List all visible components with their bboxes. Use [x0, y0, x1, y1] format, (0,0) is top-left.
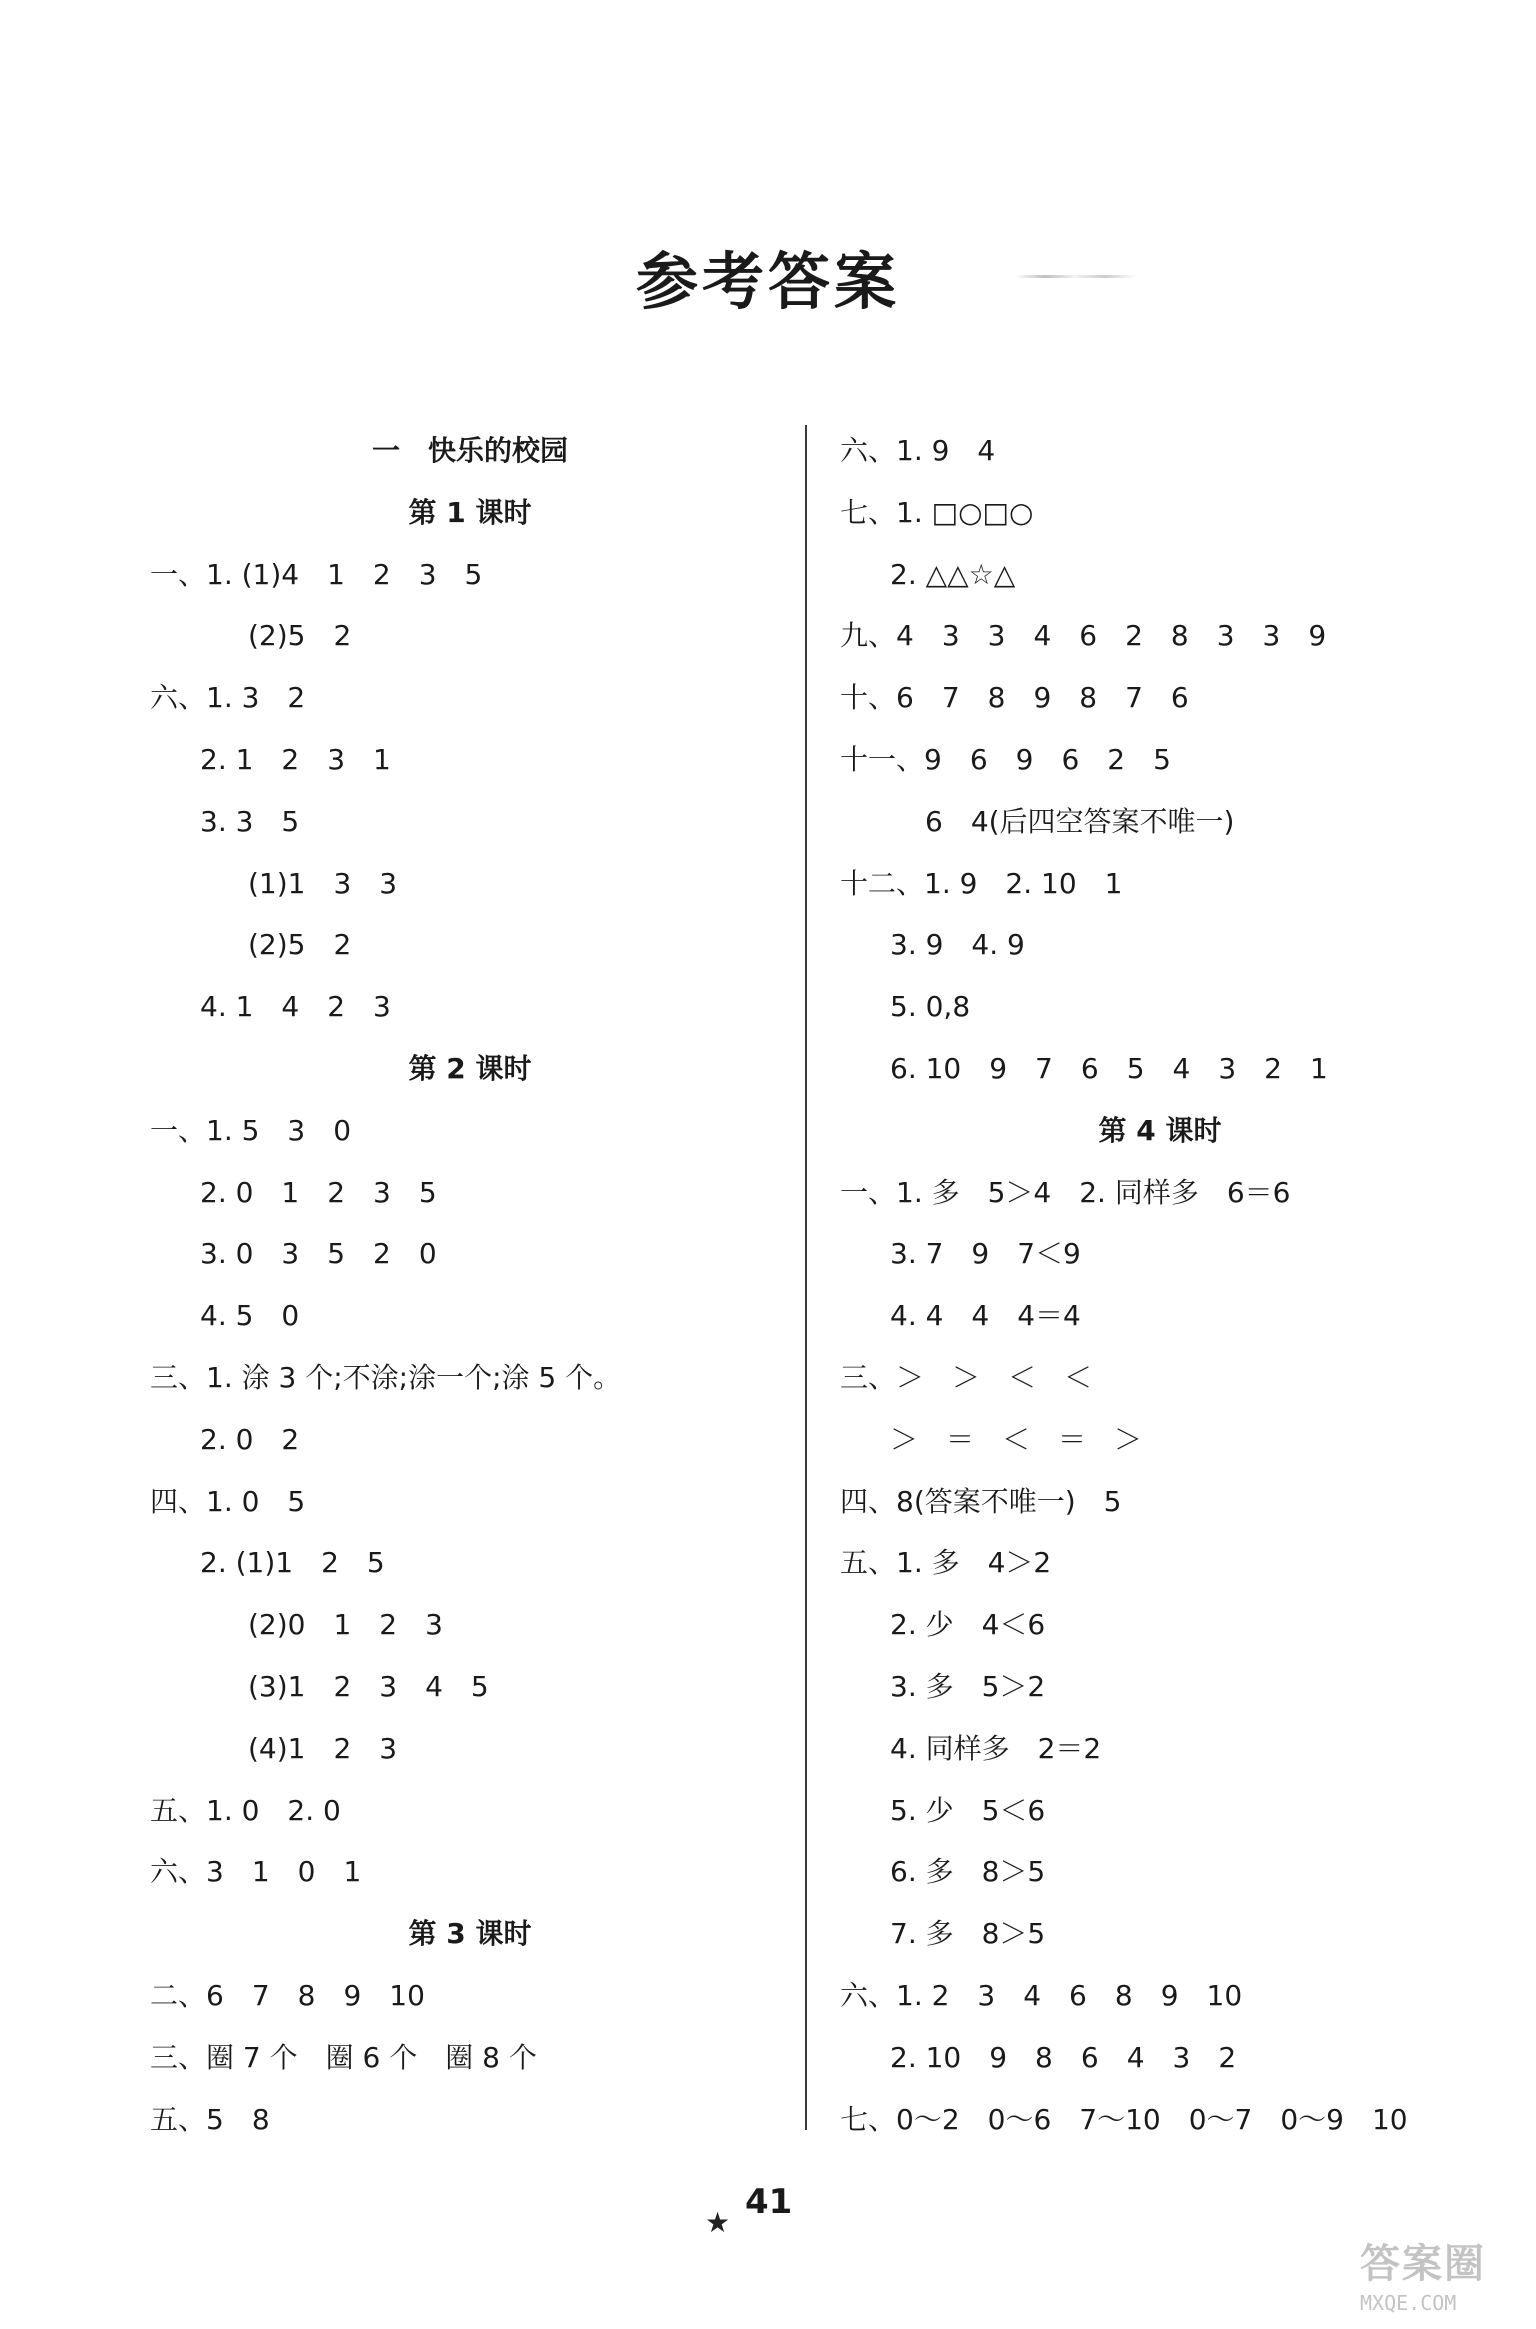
answer-line: 七、0～2 0～6 7～10 0～7 0～9 10 — [840, 2102, 1408, 2136]
answer-line: 五、5 8 — [150, 2102, 270, 2136]
page-title: 参考答案 — [635, 245, 900, 318]
answer-line: 2. 0 2 — [200, 1422, 300, 1456]
section-heading: 一 快乐的校园 — [371, 434, 568, 467]
answer-line: 6 4(后四空答案不唯一) — [925, 804, 1235, 838]
watermark-url: MXQE.COM — [1360, 2291, 1457, 2315]
answer-line: (2)0 1 2 3 — [248, 1608, 443, 1642]
answer-line: 7. 多 8＞5 — [890, 1917, 1046, 1951]
answer-line: 5. 少 5＜6 — [890, 1793, 1046, 1827]
answer-line: (4)1 2 3 — [248, 1731, 398, 1765]
answer-line: 六、1. 2 3 4 6 8 9 10 — [840, 1978, 1243, 2012]
answer-line: 十一、9 6 9 6 2 5 — [840, 742, 1171, 776]
answer-line: 2. (1)1 2 5 — [200, 1546, 385, 1580]
answer-line: 三、＞ ＞ ＜ ＜ — [840, 1360, 1093, 1394]
answer-line: 3. 多 5＞2 — [890, 1669, 1046, 1703]
answer-line: 2. 1 2 3 1 — [200, 742, 391, 776]
answer-line: 七、1. □○□○ — [840, 495, 1034, 529]
answer-line: 5. 0,8 — [890, 990, 971, 1024]
answer-line: (3)1 2 3 4 5 — [248, 1669, 489, 1703]
answer-line: 4. 1 4 2 3 — [200, 990, 391, 1024]
star-icon: ★ — [705, 2206, 731, 2239]
answer-line: 一、1. (1)4 1 2 3 5 — [150, 557, 483, 591]
answer-line: 九、4 3 3 4 6 2 8 3 3 9 — [840, 619, 1327, 653]
answer-line: 3. 9 4. 9 — [890, 928, 1025, 962]
answer-line: (2)5 2 — [248, 619, 352, 653]
answer-line: 四、8(答案不唯一) 5 — [840, 1484, 1122, 1518]
answer-line: (1)1 3 3 — [248, 866, 398, 900]
answer-line: 一、1. 多 5＞4 2. 同样多 6＝6 — [840, 1175, 1291, 1209]
watermark-logo — [1360, 2232, 1525, 2322]
answer-line: 2. △△☆△ — [890, 557, 1016, 591]
answer-line: 2. 0 1 2 3 5 — [200, 1175, 437, 1209]
answer-line: 六、1. 3 2 — [150, 681, 306, 715]
answer-line: 6. 10 9 7 6 5 4 3 2 1 — [890, 1051, 1328, 1085]
answer-line: 2. 少 4＜6 — [890, 1608, 1046, 1642]
answer-line: 4. 4 4 4＝4 — [890, 1299, 1081, 1333]
answer-line: 五、1. 多 4＞2 — [840, 1546, 1052, 1580]
answer-line: (2)5 2 — [248, 928, 352, 962]
answer-line: 三、1. 涂 3 个;不涂;涂一个;涂 5 个。 — [150, 1360, 622, 1394]
lesson-heading: 第 4 课时 — [1098, 1113, 1222, 1147]
lesson-heading: 第 3 课时 — [408, 1917, 532, 1951]
answer-line: 3. 7 9 7＜9 — [890, 1237, 1081, 1271]
answer-line: 3. 0 3 5 2 0 — [200, 1237, 437, 1271]
answer-line: 2. 10 9 8 6 4 3 2 — [890, 2040, 1237, 2074]
watermark-text: 答案圈 — [1360, 2241, 1486, 2287]
answer-line: 4. 同样多 2＝2 — [890, 1731, 1102, 1765]
answer-line: 五、1. 0 2. 0 — [150, 1793, 341, 1827]
lesson-heading: 第 2 课时 — [408, 1051, 532, 1085]
answer-line: 六、1. 9 4 — [840, 434, 996, 467]
answer-line: 六、3 1 0 1 — [150, 1855, 362, 1889]
answer-line: 十、6 7 8 9 8 7 6 — [840, 681, 1189, 715]
answer-line: 三、圈 7 个 圈 6 个 圈 8 个 — [150, 2040, 537, 2074]
page-number: 41 — [745, 2182, 793, 2222]
lesson-heading: 第 1 课时 — [408, 495, 532, 529]
right-answer-column — [840, 420, 1480, 2150]
answer-line: 3. 3 5 — [200, 804, 300, 838]
answer-line: 一、1. 5 3 0 — [150, 1113, 352, 1147]
answer-line: 二、6 7 8 9 10 — [150, 1978, 425, 2012]
left-answer-column — [150, 420, 790, 2150]
answer-line: 十二、1. 9 2. 10 1 — [840, 866, 1123, 900]
answer-line: 6. 多 8＞5 — [890, 1855, 1046, 1889]
answer-line: 4. 5 0 — [200, 1299, 300, 1333]
answer-line: 四、1. 0 5 — [150, 1484, 306, 1518]
column-divider — [805, 425, 807, 2130]
answer-line: ＞ ＝ ＜ ＝ ＞ — [890, 1422, 1143, 1456]
title-smudge — [1015, 275, 1135, 278]
